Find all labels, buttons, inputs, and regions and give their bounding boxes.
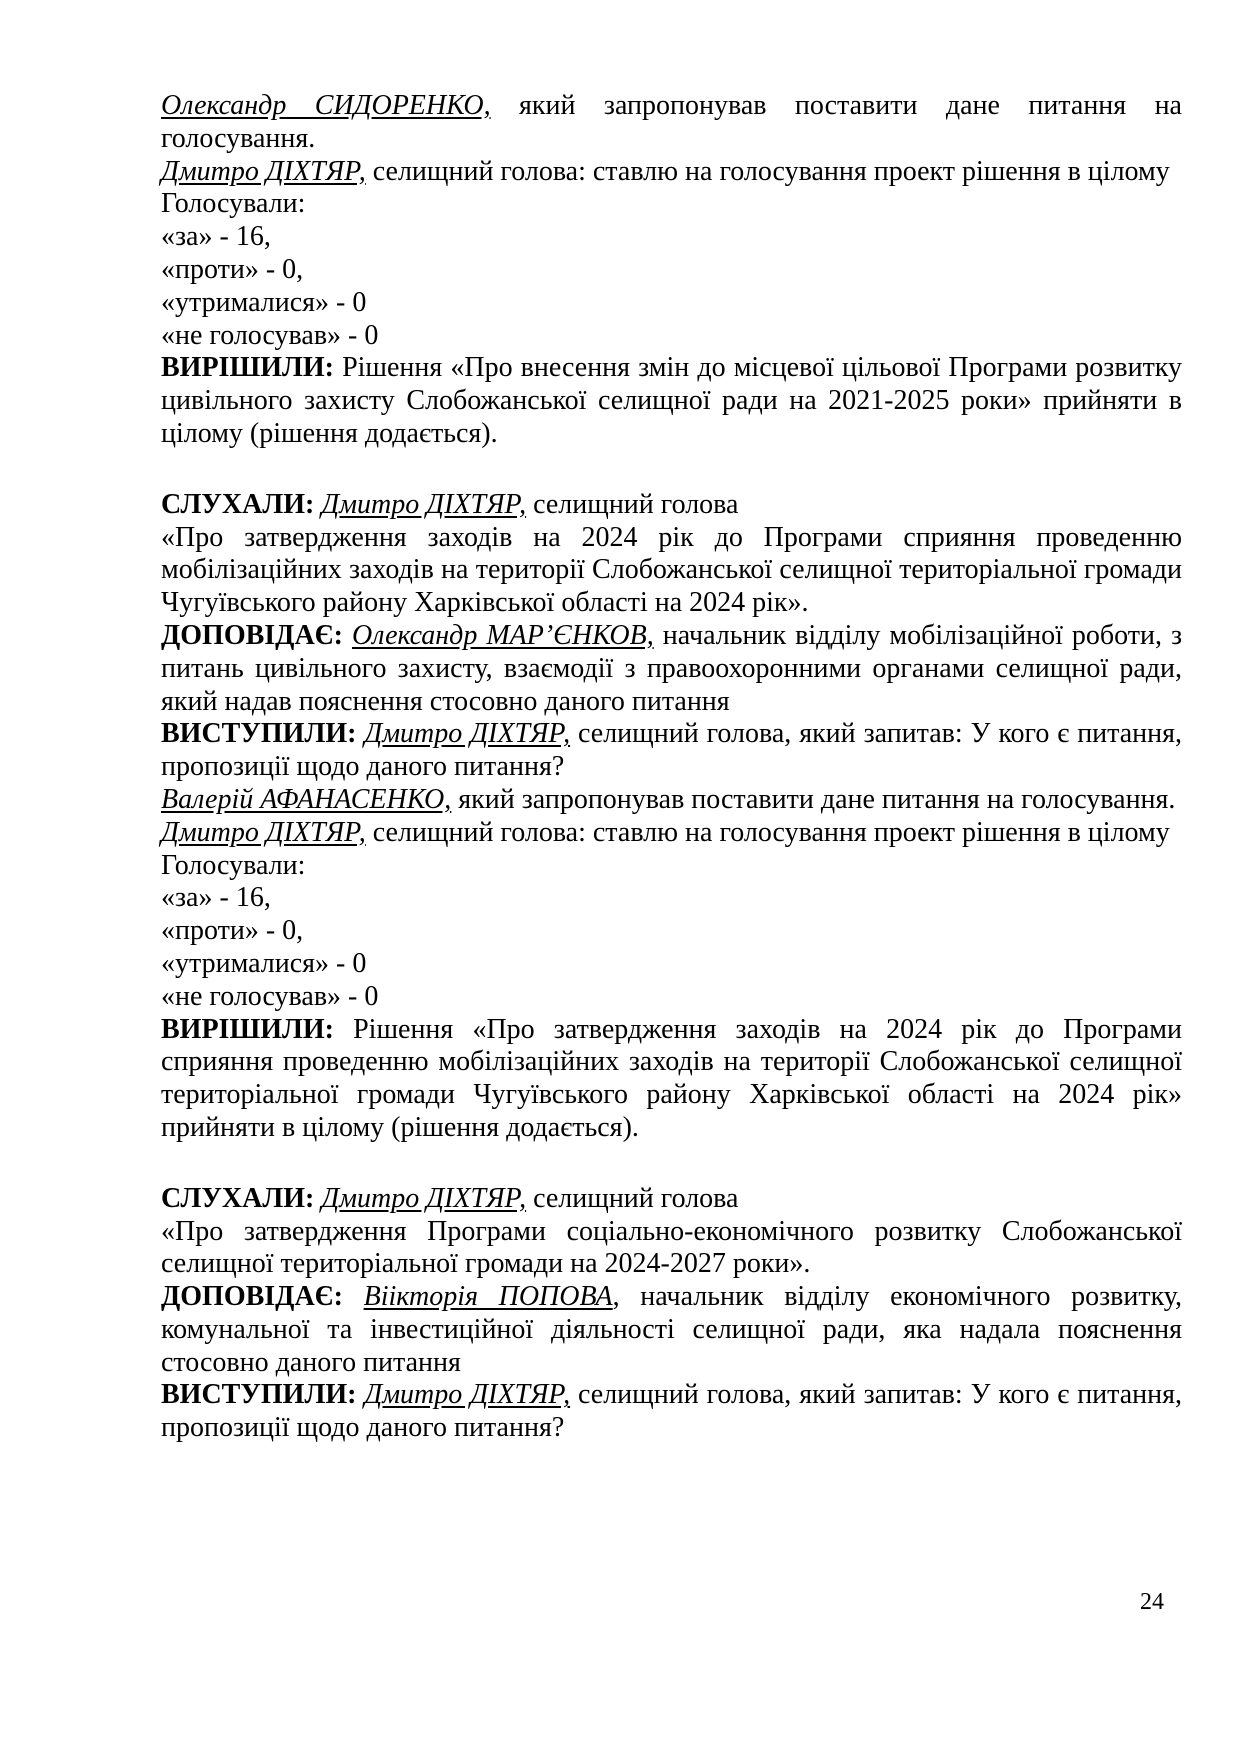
minutes-line <box>161 1379 1182 1445</box>
section-label: ВИРІШИЛИ: <box>161 352 334 384</box>
line-text: «утрималися» - 0 <box>161 286 367 318</box>
section-label: ДОПОВІДАЄ: <box>161 619 343 651</box>
line-text: «за» - 16, <box>161 221 271 253</box>
line-text: «не голосував» - 0 <box>161 319 379 351</box>
minutes-section <box>161 1183 1182 1445</box>
speaker-name: Дмитро ДІХТЯР, <box>321 1182 527 1214</box>
minutes-line <box>161 287 1182 320</box>
minutes-line <box>161 352 1182 450</box>
minutes-line <box>161 850 1182 883</box>
page-number: 24 <box>1140 1589 1164 1615</box>
minutes-line <box>161 188 1182 221</box>
section-label: ВИСТУПИЛИ: <box>161 718 357 750</box>
speaker-name: Олександр СИДОРЕНКО, <box>161 90 491 121</box>
line-text: який запропонував поставити дане питання на голосування. <box>161 90 1182 154</box>
minutes-line <box>161 1281 1182 1379</box>
minutes-line <box>161 522 1182 620</box>
minutes-line <box>161 915 1182 948</box>
minutes-line <box>161 1216 1182 1282</box>
speaker-name: Дмитро ДІХТЯР, <box>161 816 366 848</box>
minutes-line <box>161 489 1182 522</box>
minutes-line <box>161 784 1182 817</box>
line-text: начальник відділу мобілізаційної роботи, з питань цивільного захисту, взаємодії з правоохоронними органами селищної ради, який надав пояснення стосовно даного питання <box>161 619 1182 717</box>
speaker-name: Валерій АФАНАСЕНКО, <box>161 783 452 815</box>
line-text: селищний голова <box>526 488 739 520</box>
minutes-line <box>161 718 1182 784</box>
line-text: «Про затвердження заходів на 2024 рік до Програми сприяння проведенню мобілізаційних заходів на території Слобожанської селищної територіальної громади Чугуївського району Харківської області на 2024 рік». <box>161 521 1182 619</box>
line-text: «не голосував» - 0 <box>161 980 379 1012</box>
minutes-line <box>161 948 1182 981</box>
minutes-section <box>161 90 1182 451</box>
line-text: селищний голова, який запитав: У кого є питання, пропозиції щодо даного питання? <box>161 718 1183 783</box>
line-text: який запропонував поставити дане питання на голосування. <box>451 783 1176 815</box>
minutes-line <box>161 981 1182 1014</box>
line-text: «проти» - 0, <box>161 253 304 285</box>
line-text: «за» - 16, <box>161 882 271 914</box>
line-text: селищний голова <box>526 1182 739 1214</box>
line-text: Рішення «Про затвердження заходів на 2024 рік до Програми сприяння проведенню мобілізаційних заходів на території Слобожанської селищної територіальної громади Чугуївського району Харківської області на 2024 рік» прийняти в цілому (рішення додається). <box>161 1013 1183 1143</box>
section-label: ВИСТУПИЛИ: <box>161 1379 357 1411</box>
speaker-name: Віікторія ПОПОВА <box>363 1281 613 1313</box>
document-body <box>161 90 1182 1445</box>
speaker-name: Дмитро ДІХТЯР, <box>364 1379 571 1411</box>
speaker-name: Олександр МАР’ЄНКОВ, <box>351 619 654 651</box>
line-text: Голосували: <box>161 188 306 220</box>
minutes-line <box>161 156 1182 189</box>
line-text: селищний голова: ставлю на голосування проект рішення в цілому <box>365 155 1170 187</box>
section-gap <box>161 1145 1182 1183</box>
minutes-section <box>161 489 1182 1145</box>
section-label: ДОПОВІДАЄ: <box>161 1281 343 1313</box>
minutes-line <box>161 90 1182 156</box>
speaker-name: Дмитро ДІХТЯР, <box>161 155 366 187</box>
minutes-line <box>161 254 1182 287</box>
section-label: СЛУХАЛИ: <box>161 1182 315 1214</box>
minutes-line <box>161 620 1182 718</box>
section-gap <box>161 451 1182 489</box>
section-label: ВИРІШИЛИ: <box>161 1013 334 1045</box>
line-text: «проти» - 0, <box>161 915 304 947</box>
speaker-name: Дмитро ДІХТЯР, <box>364 718 571 750</box>
minutes-line <box>161 221 1182 254</box>
minutes-line <box>161 817 1182 850</box>
line-text: Голосували: <box>161 849 306 881</box>
line-text: Рішення «Про внесення змін до місцевої цільової Програми розвитку цивільного захисту Слобожанської селищної ради на 2021-2025 роки» прийняти в цілому (рішення додається). <box>161 352 1183 449</box>
minutes-line <box>161 320 1182 353</box>
minutes-line <box>161 882 1182 915</box>
speaker-name: Дмитро ДІХТЯР, <box>321 488 527 520</box>
minutes-line <box>161 1183 1182 1216</box>
section-label: СЛУХАЛИ: <box>161 488 315 520</box>
line-text: , начальник відділу економічного розвитку, комунальної та інвестиційної діяльності селищної ради, яка надала пояснення стосовно даного питання <box>161 1281 1182 1378</box>
minutes-line <box>161 1014 1182 1145</box>
line-text: селищний голова: ставлю на голосування проект рішення в цілому <box>365 816 1170 848</box>
line-text: «утрималися» - 0 <box>161 947 367 979</box>
line-text: «Про затвердження Програми соціально-економічного розвитку Слобожанської селищної територіальної громади на 2024-2027 роки». <box>161 1215 1182 1280</box>
line-text: селищний голова, який запитав: У кого є питання, пропозиції щодо даного питання? <box>161 1379 1183 1444</box>
